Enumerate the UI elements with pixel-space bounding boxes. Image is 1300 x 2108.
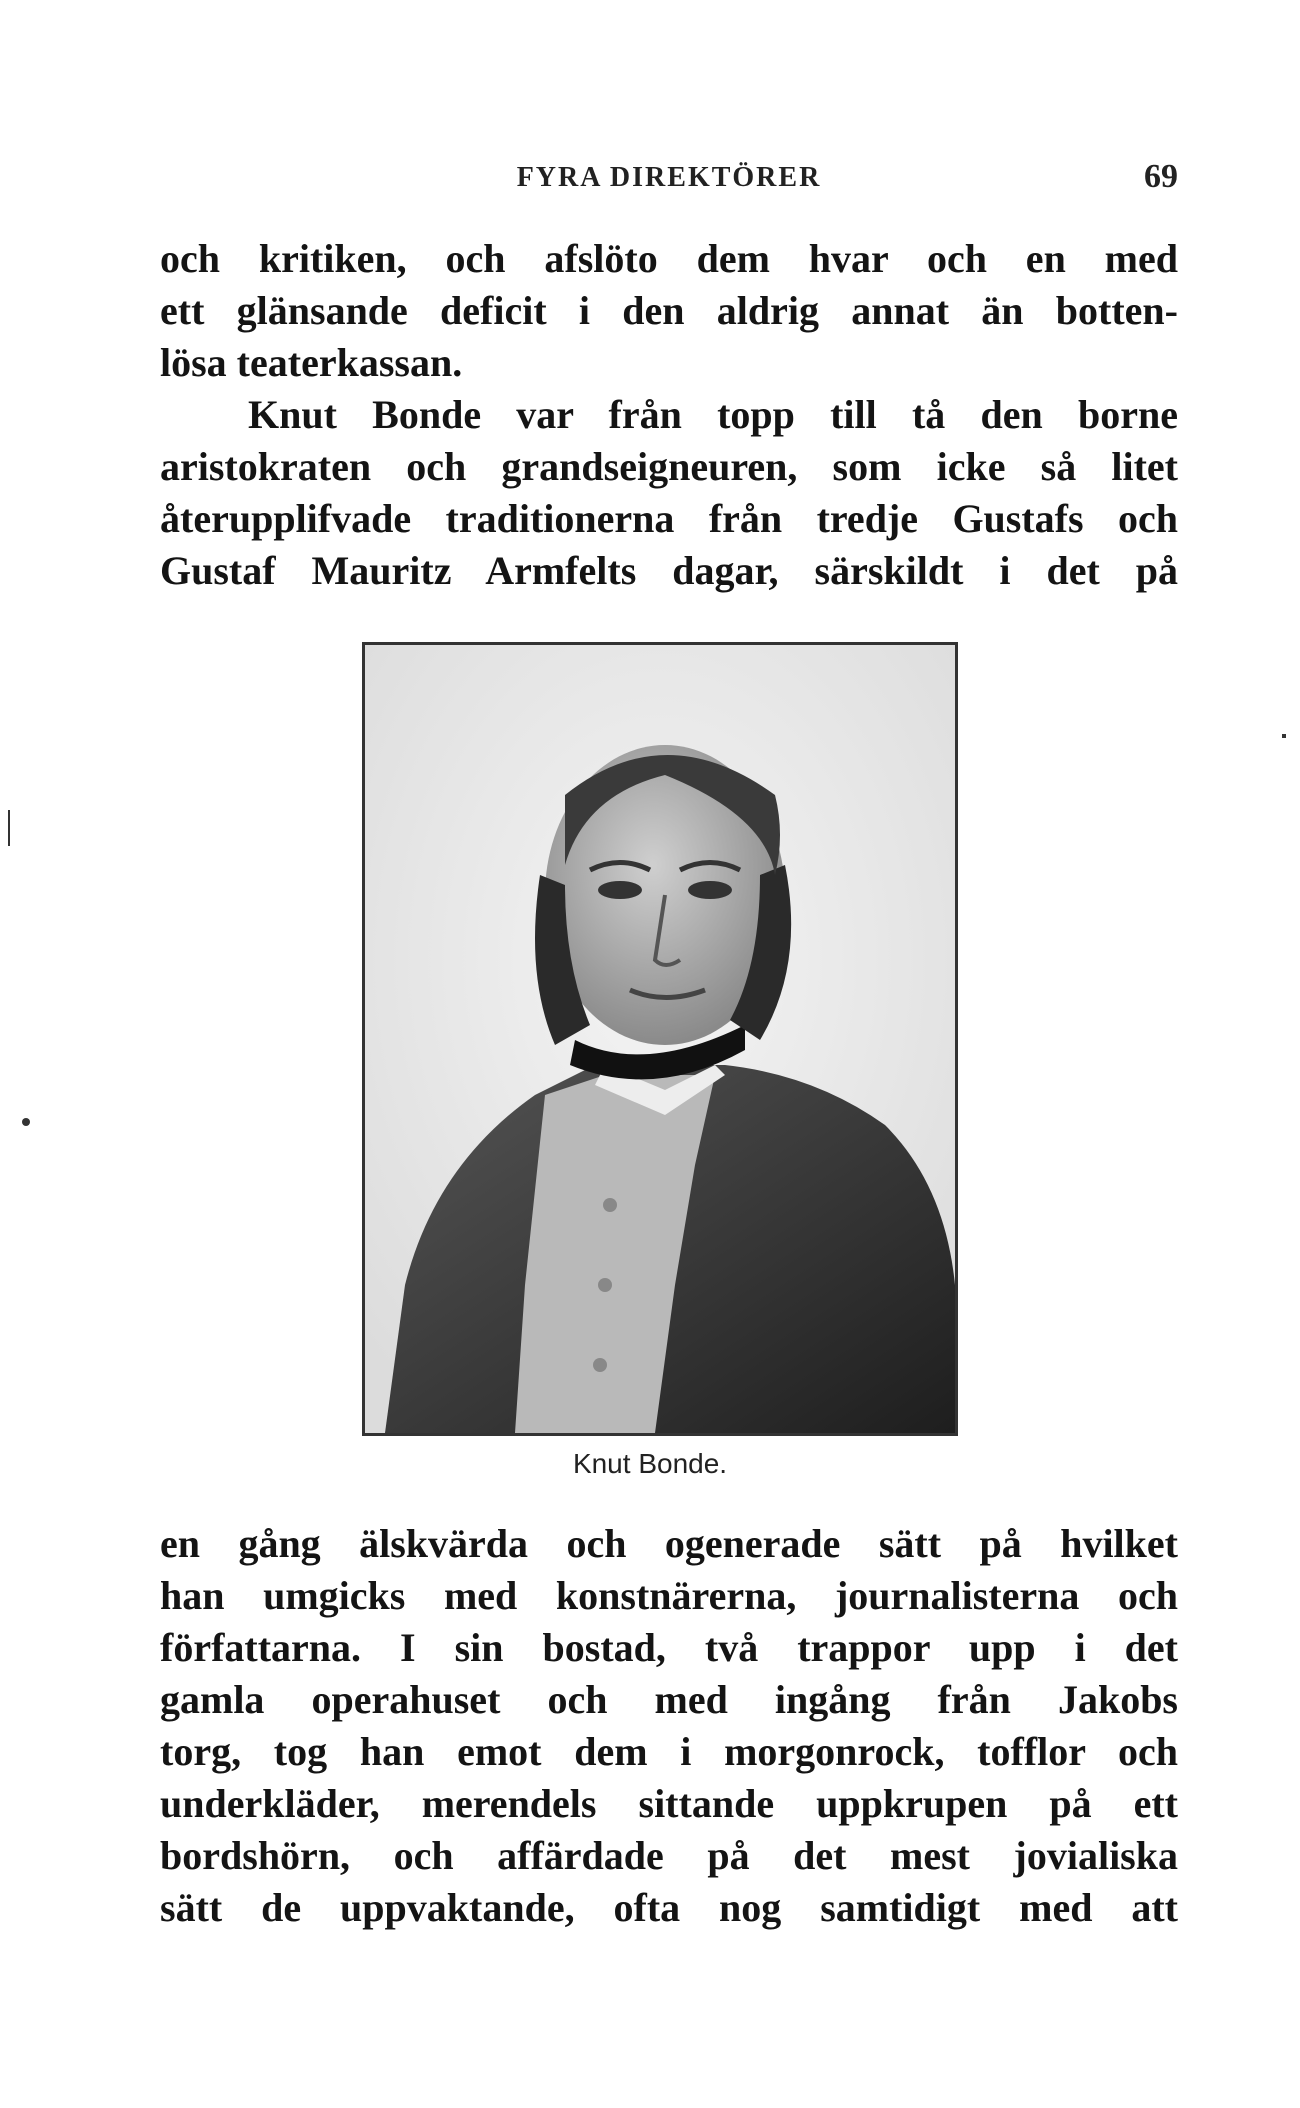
scan-speck (8, 810, 10, 846)
scan-speck (22, 1118, 30, 1126)
text-line: och kritiken, och afslöto dem hvar och en med (160, 236, 1178, 281)
portrait-illustration (365, 645, 955, 1433)
text-line: gamla operahuset och med ingång från Jakobs (160, 1677, 1178, 1722)
text-line: återupplifvade traditionerna från tredje Gustafs och (160, 496, 1178, 541)
text-line: författarna. I sin bostad, två trappor upp i det (160, 1625, 1178, 1670)
text-line: Knut Bonde var från topp till tå den borne (248, 392, 1178, 437)
text-line: sätt de uppvaktande, ofta nog samtidigt med att (160, 1885, 1178, 1930)
text-line: ett glänsande deficit i den aldrig annat än botten- (160, 288, 1178, 333)
text-line: en gång älskvärda och ogenerade sätt på hvilket (160, 1521, 1178, 1566)
text-line: aristokraten och grandseigneuren, som icke så litet (160, 444, 1178, 489)
text-line: lösa teaterkassan. (160, 340, 463, 385)
page-header (160, 158, 1178, 202)
page-number: 69 (1144, 158, 1178, 195)
text-line: Gustaf Mauritz Armfelts dagar, särskildt i det på (160, 548, 1178, 593)
figure-caption: Knut Bonde. (572, 1448, 728, 1479)
text-line: han umgicks med konstnärerna, journalisterna och (160, 1573, 1178, 1618)
scan-speck (1282, 734, 1286, 738)
text-line: underkläder, merendels sittande uppkrupen på ett (160, 1781, 1178, 1826)
portrait-image (362, 642, 958, 1436)
running-title: FYRA DIREKTÖRER (516, 162, 822, 193)
text-line: torg, tog han emot dem i morgonrock, tofflor och (160, 1729, 1178, 1774)
text-line: bordshörn, och affärdade på det mest jovialiska (160, 1833, 1178, 1878)
text-block-top (160, 233, 1178, 597)
text-block-bottom (160, 1518, 1178, 1934)
